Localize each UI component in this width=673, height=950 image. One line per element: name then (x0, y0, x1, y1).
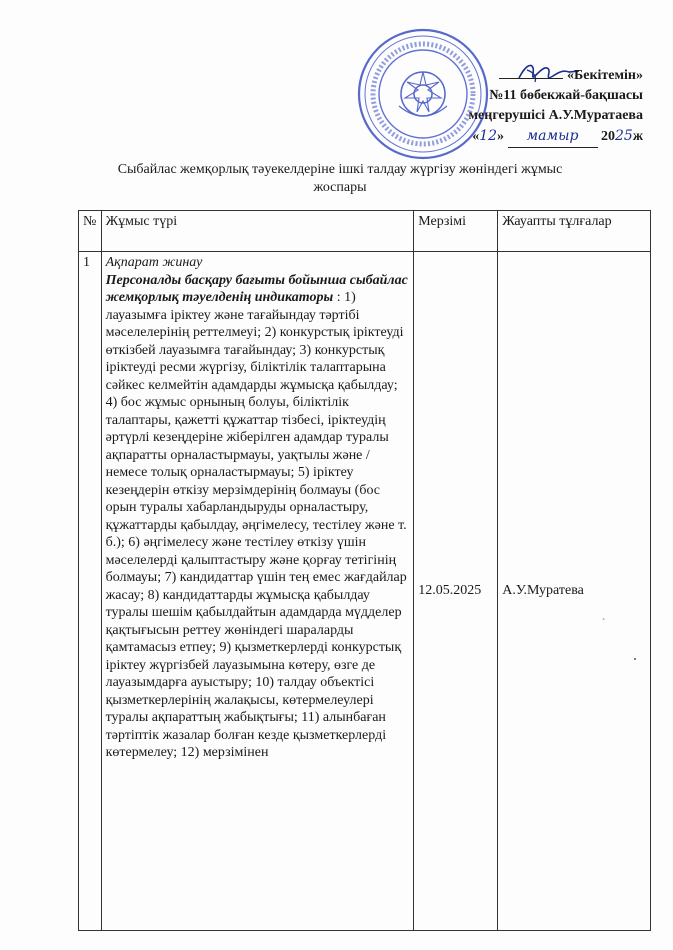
row-date: 12.05.2025 (414, 252, 498, 931)
date-close-quote: » (497, 129, 505, 144)
date-year-prefix: 20 (601, 129, 616, 144)
row-num: 1 (79, 252, 102, 931)
row-heading: Ақпарат жинау (105, 255, 203, 270)
date-unit: ж (632, 129, 643, 144)
emblem-icon (399, 72, 447, 116)
stray-dot (634, 658, 636, 660)
work-plan-table (78, 210, 651, 931)
header-work: Жұмыс түрі (101, 211, 414, 252)
table-header-row (79, 211, 651, 252)
approval-head: меңгерушісі А.У.Муратаева (468, 108, 643, 123)
row-resp: А.У.Муратева (498, 252, 651, 931)
approval-block (469, 66, 644, 148)
date-month: мамыр (526, 128, 579, 144)
row-work (101, 252, 414, 931)
stray-mark: ` (602, 618, 606, 629)
row-subheading: Персоналды басқару бағыты бойынша сыбайлас жемқорлық тәуелденің индикаторы (105, 272, 408, 305)
approval-date (469, 126, 644, 148)
table-row (79, 252, 651, 931)
date-year-suffix: 25 (615, 128, 633, 144)
date-day: 12 (479, 128, 498, 144)
header-num: № (79, 211, 102, 252)
document-title (100, 161, 580, 197)
header-date: Мерзімі (414, 211, 498, 252)
row-text: : 1) лауазымға іріктеу және тағайындау тәртібі мәселелерінің реттелмеуі; 2) конкурстық іріктеуді өткізбей лауазымға тағайындау; 3) конкурстық іріктеуді ресми жүргізу, біліктілік талаптарына сәйкес келмейтін адамдарды жұмысқа қабылдау; 4) бос жұмыс орнының болуы, біліктілік талаптары, қажетті құжаттар тізбесі, іріктеудің әртүрлі кезеңдеріне жіберілген адамдар туралы ақпаратты орналастырмауы, уақтылы және / немесе толық орналастырмауы; 5) іріктеу кезеңдерін өткізу мерзімдерінің болмауы (бос орын туралы хабарландыруды орналастыру, құжаттарды қабылдау, әңгімелесу, тестілеу және т. б.); 6) әңгімелесу және тестілеу өткізу үшін мәселелерді қалыптастыру және қорғау тетігінің болмауы; 7) кандидаттар үшін тең емес жағдайлар жасау; 8) кандидаттарды жұмысқа қабылдау туралы шешім қабылдайтын адамдарда мүдделер қақтығысын реттеу жөніндегі шараларды қамтамасыз етпеу; 9) қызметкерлерді конкурстық іріктеу жүргізбей лауазымына көтеру, өзге де лауазымдарға ауыстыру; 10) талдау объектісі қызметкерлерінің жалақысы, көтермелеулері туралы ақпараттың жабықтығы; 11) алынбаған тәртіптік жазалар болған кезде қызметкерлерді көтермелеу; 12) мерзімінен (105, 290, 407, 760)
header-resp: Жауапты тұлғалар (498, 211, 651, 252)
date-open-quote: « (472, 129, 480, 144)
approve-label: «Бекітемін» (566, 68, 643, 83)
approval-org: №11 бөбекжай-бақшасы (489, 88, 643, 103)
title-line-1: Сыбайлас жемқорлық тәуекелдеріне ішкі талдау жүргізу жөніндегі жұмыс (117, 162, 563, 177)
title-line-2: жоспары (313, 180, 367, 195)
approval-approve-line (469, 66, 644, 86)
